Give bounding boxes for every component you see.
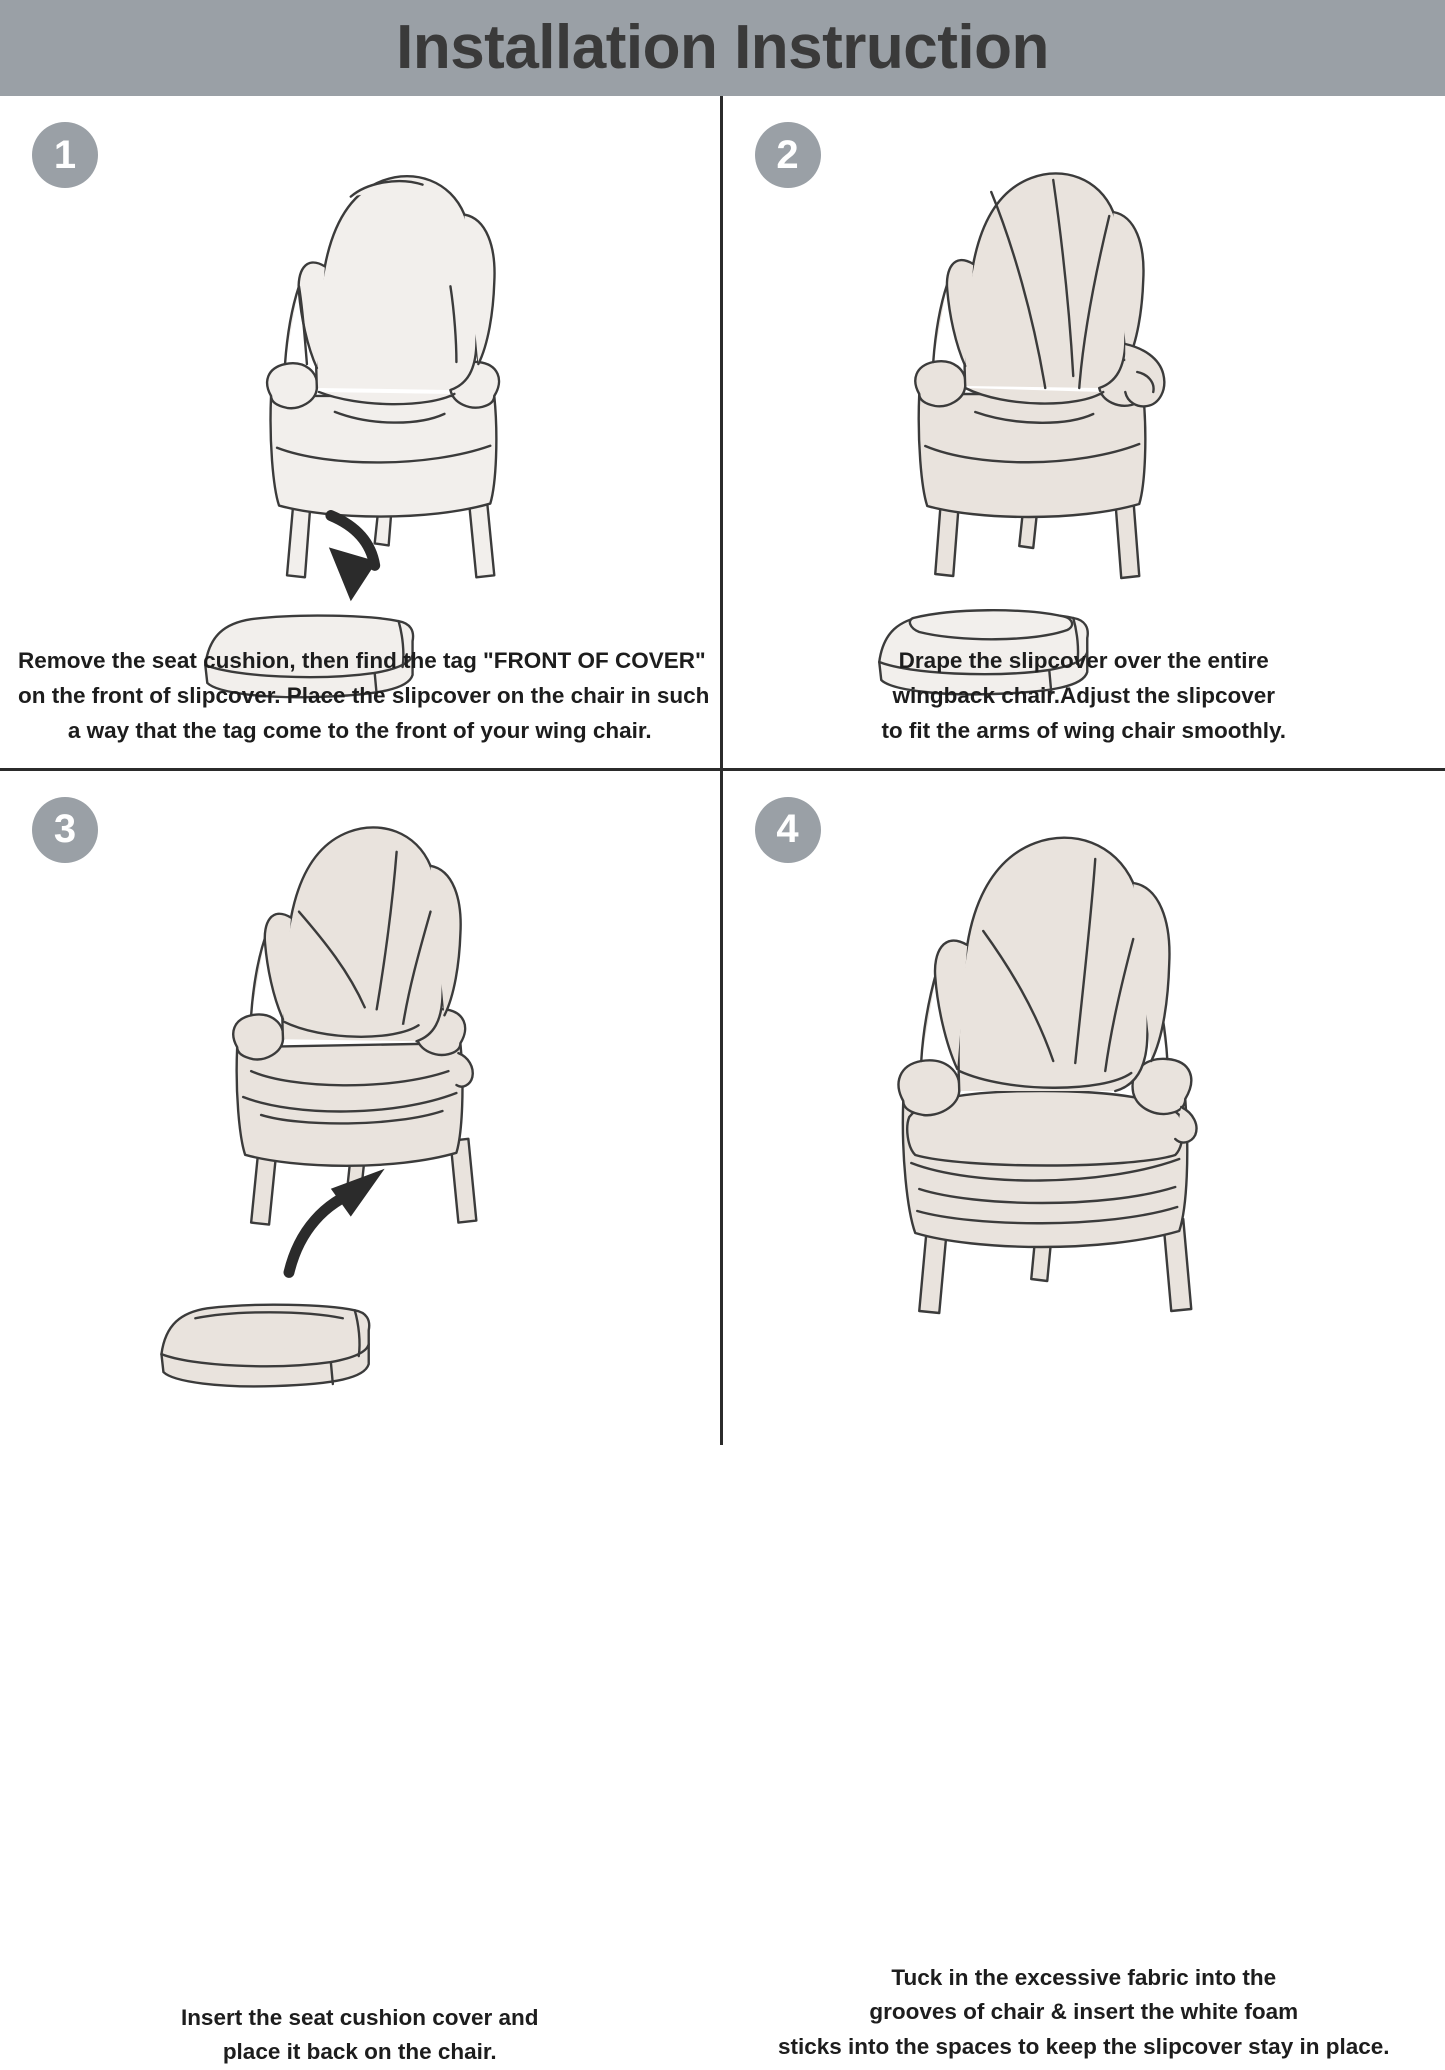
caption-line: to fit the arms of wing chair smoothly. (741, 714, 1428, 749)
caption-line: Tuck in the excessive fabric into the (741, 1961, 1428, 1996)
step-1-caption (0, 644, 720, 749)
step-3-caption (0, 2001, 720, 2070)
arrow-up-icon (289, 1168, 385, 1272)
caption-line: sticks into the spaces to keep the slipcover stay in place. (741, 2030, 1428, 2065)
caption-line: place it back on the chair. (18, 2035, 702, 2070)
step-2-badge: 2 (755, 122, 821, 188)
step-4-illustration (723, 771, 1445, 1431)
caption-line: Insert the seat cushion cover and (18, 2001, 702, 2036)
step-2-illustration (723, 96, 1445, 656)
step-panel-1 (0, 96, 723, 771)
caption-line: Remove the seat cushion, then find the tag "FRONT OF COVER" (18, 644, 702, 679)
arrow-down-icon (329, 516, 377, 602)
step-2-caption (723, 644, 1445, 749)
step-4-badge: 4 (755, 797, 821, 863)
header-bar (0, 0, 1445, 96)
step-1-badge: 1 (32, 122, 98, 188)
caption-line: on the front of slipcover. Place the slipcover on the chair in such (18, 679, 702, 714)
step-panel-3 (0, 771, 723, 1446)
caption-line: a way that the tag come to the front of your wing chair. (18, 714, 702, 749)
page-title: Installation Instruction (396, 17, 1049, 79)
step-panel-4 (723, 771, 1445, 1446)
caption-line: grooves of chair & insert the white foam (741, 1995, 1428, 2030)
step-3-illustration (0, 771, 720, 1431)
caption-line: Drape the slipcover over the entire (741, 644, 1428, 679)
step-1-illustration (0, 96, 720, 656)
steps-grid (0, 96, 1445, 1445)
step-panel-2 (723, 96, 1445, 771)
caption-line: wingback chair.Adjust the slipcover (741, 679, 1428, 714)
step-4-caption (723, 1961, 1445, 2066)
step-3-badge: 3 (32, 797, 98, 863)
